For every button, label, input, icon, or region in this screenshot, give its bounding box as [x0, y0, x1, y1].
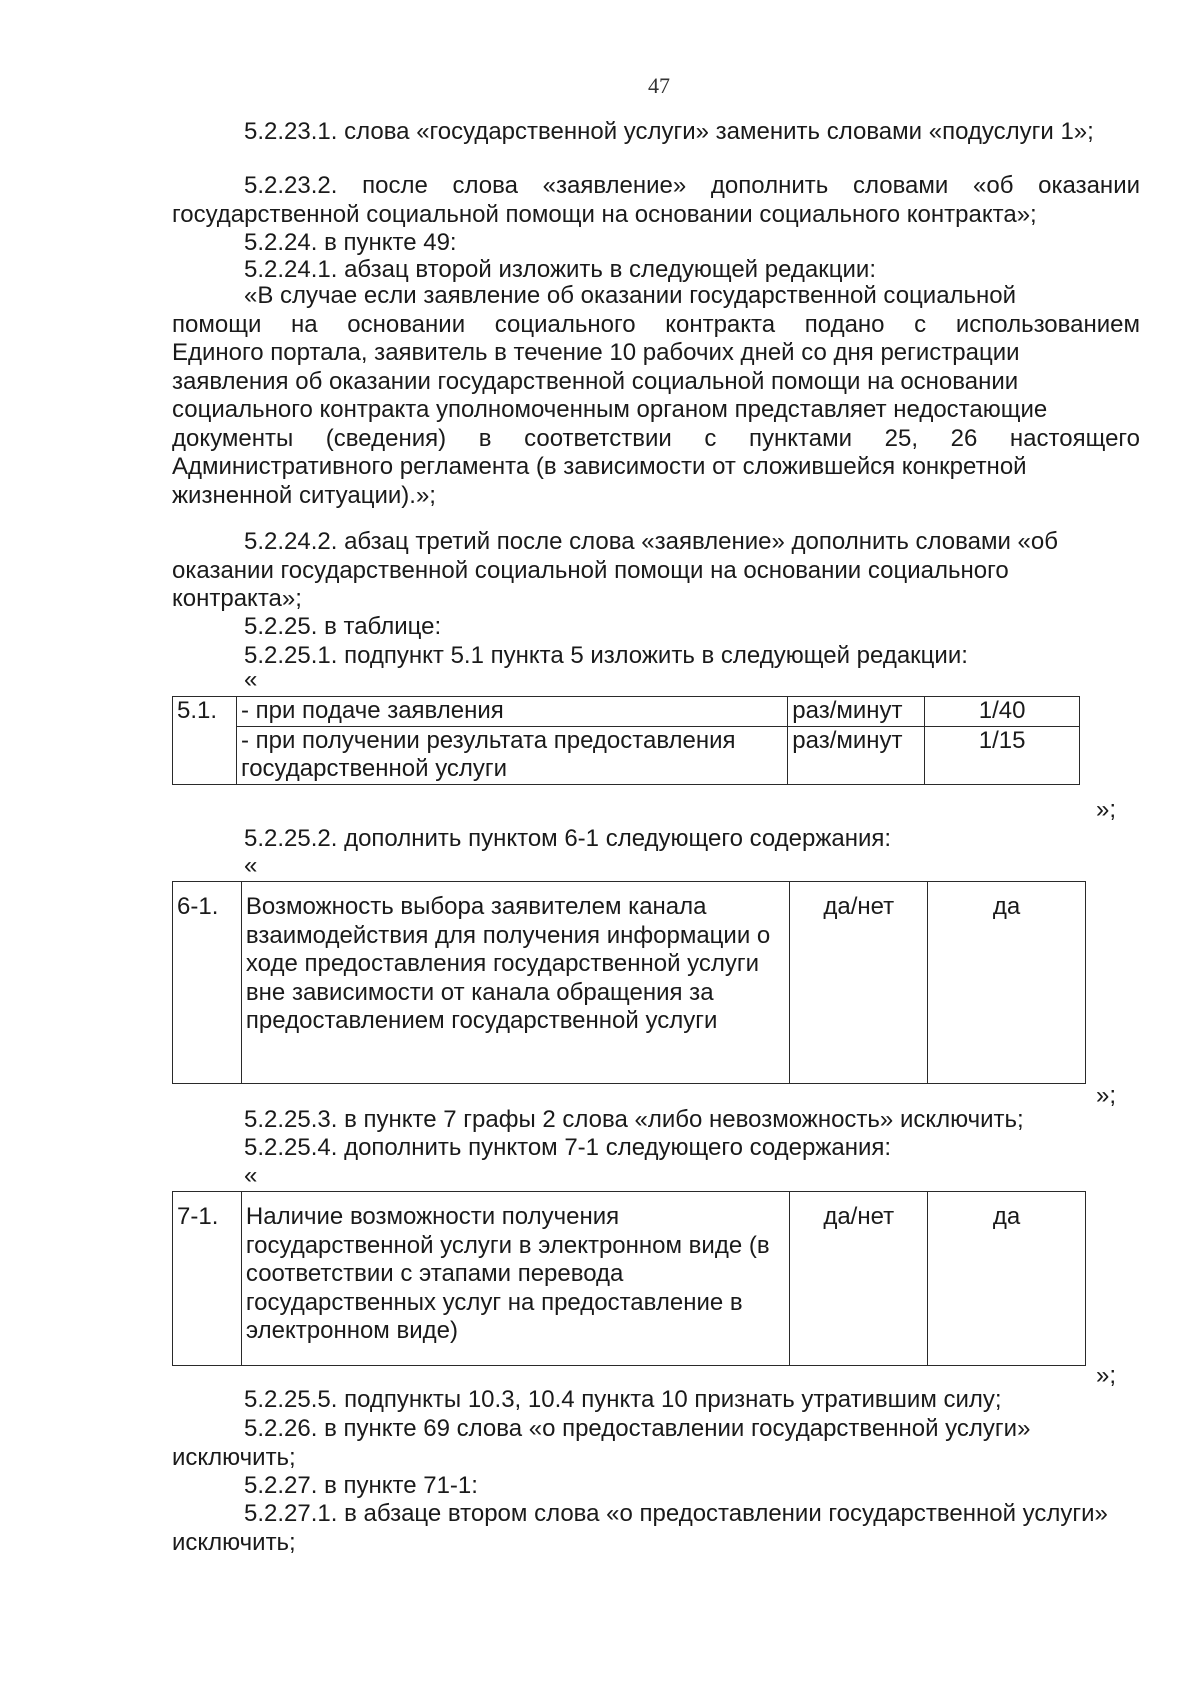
- quoted-paragraph-line: социального контракта уполномоченным органом представляет недостающие: [172, 396, 1048, 423]
- table-cell-number: 7-1.: [173, 1192, 242, 1366]
- table-cell-text: - при подаче заявления: [236, 697, 787, 727]
- paragraph-5-2-25-1: 5.2.25.1. подпункт 5.1 пункта 5 изложить в следующей редакции:: [244, 642, 968, 669]
- paragraph-5-2-25-3: 5.2.25.3. в пункте 7 графы 2 слова «либо невозможность» исключить;: [244, 1106, 1024, 1133]
- quoted-paragraph-line: заявления об оказании государственной социальной помощи на основании: [172, 367, 1019, 395]
- page-number: 47: [648, 73, 670, 98]
- table-cell-number: 6-1.: [173, 882, 242, 1084]
- paragraph-5-2-24-1: 5.2.24.1. абзац второй изложить в следующей редакции:: [244, 256, 876, 283]
- table-7-1: [172, 1191, 1086, 1366]
- table-cell-value: да: [928, 1192, 1086, 1366]
- open-quote: «: [244, 1162, 258, 1189]
- table-cell-text: - при получении результата предоставления государственной услуги: [236, 726, 787, 784]
- table-row: [173, 1192, 1086, 1366]
- paragraph-5-2-25-2: 5.2.25.2. дополнить пунктом 6-1 следующего содержания:: [244, 825, 892, 852]
- table-cell-text: Возможность выбора заявителем канала взаимодействия для получения информации о ходе предоставления государственной услуги вне зависимости от канала обращения за предоставлением государственной услуги: [241, 882, 789, 1084]
- table-5-1: [172, 696, 1080, 785]
- table-cell-unit: да/нет: [790, 1192, 928, 1366]
- paragraph-5-2-25: 5.2.25. в таблице:: [244, 613, 442, 640]
- open-quote: «: [244, 666, 258, 693]
- table-row: [173, 697, 1080, 727]
- close-quote: »;: [1096, 796, 1117, 823]
- table-cell-unit: раз/минут: [788, 697, 925, 727]
- table-row: [173, 882, 1086, 1084]
- table-row: [173, 726, 1080, 784]
- close-quote: »;: [1096, 1082, 1117, 1109]
- paragraph-5-2-25-4: 5.2.25.4. дополнить пунктом 7-1 следующего содержания:: [244, 1134, 892, 1161]
- table-cell-unit: да/нет: [790, 882, 928, 1084]
- table-cell-unit: раз/минут: [788, 726, 925, 784]
- paragraph-5-2-27-1: 5.2.27.1. в абзаце втором слова «о предоставлении государственной услуги» исключить;: [172, 1500, 1108, 1556]
- paragraph-5-2-24: 5.2.24. в пункте 49:: [244, 229, 457, 256]
- quoted-paragraph-line: «В случае если заявление об оказании государственной социальной: [244, 282, 1017, 309]
- paragraph-5-2-27: 5.2.27. в пункте 71-1:: [244, 1472, 478, 1499]
- close-quote: »;: [1096, 1362, 1117, 1389]
- quoted-paragraph-line: жизненной ситуации).»;: [172, 481, 436, 509]
- paragraph-5-2-25-5: 5.2.25.5. подпункты 10.3, 10.4 пункта 10 признать утратившим силу;: [244, 1386, 1002, 1413]
- quoted-paragraph-line: Административного регламента (в зависимости от сложившейся конкретной: [172, 453, 1027, 480]
- open-quote: «: [244, 852, 258, 879]
- paragraph-5-2-26: 5.2.26. в пункте 69 слова «о предоставлении государственной услуги» исключить;: [172, 1415, 1031, 1471]
- table-6-1: [172, 881, 1086, 1084]
- table-cell-value: 1/40: [925, 697, 1080, 727]
- paragraph-5-2-23-1: 5.2.23.1. слова «государственной услуги» заменить словами «подуслуги 1»;: [244, 118, 1094, 145]
- paragraph-5-2-23-2: 5.2.23.2. после слова «заявление» дополнить словами «об оказании государственной социальной помощи на основании социального контракта»;: [172, 172, 1140, 228]
- quoted-paragraph-line: помощи на основании социального контракта подано с использованием: [172, 310, 1140, 338]
- table-cell-value: да: [928, 882, 1086, 1084]
- table-cell-number: 5.1.: [173, 697, 237, 785]
- quoted-paragraph-line: Единого портала, заявитель в течение 10 рабочих дней со дня регистрации: [172, 339, 1020, 366]
- quoted-paragraph: [172, 282, 1140, 510]
- table-cell-value: 1/15: [925, 726, 1080, 784]
- quoted-paragraph-line: документы (сведения) в соответствии с пунктами 25, 26 настоящего: [172, 424, 1140, 452]
- paragraph-5-2-24-2: 5.2.24.2. абзац третий после слова «заявление» дополнить словами «об оказании государственной социальной помощи на основании социального контракта»;: [172, 528, 1058, 612]
- table-cell-text: Наличие возможности получения государственной услуги в электронном виде (в соответствии с этапами перевода государственных услуг на предоставление в электронном виде): [241, 1192, 789, 1366]
